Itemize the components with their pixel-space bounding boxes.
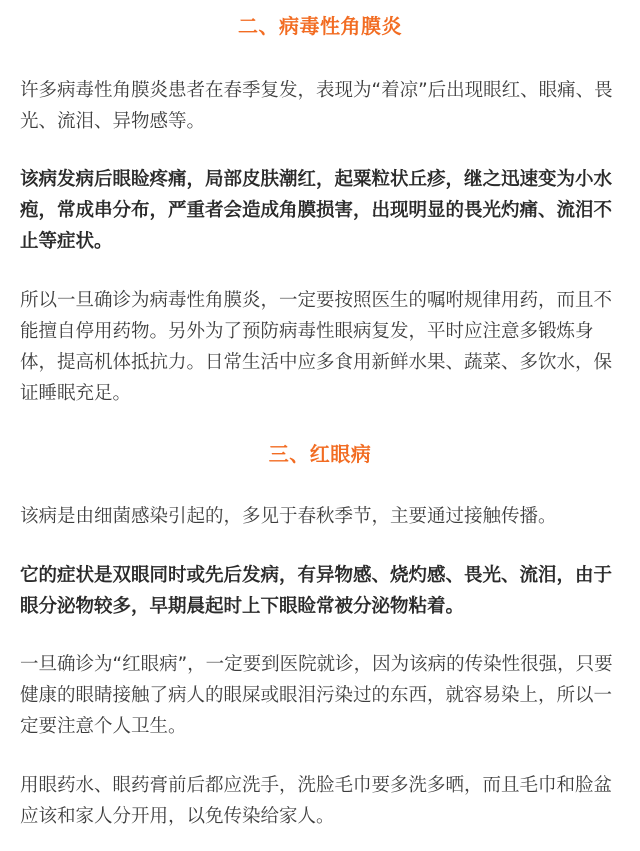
- section-heading-pink-eye: 三、红眼病: [268, 442, 372, 466]
- paragraph-viral-keratitis-treatment: 所以一旦确诊为病毒性角膜炎，一定要按照医生的嘱咐规律用药，而且不能擅自停用药物。另外为了预防病毒性眼病复发，平时应注意多锻炼身体，提高机体抵抗力。日常生活中应多食用新鲜水果、蔬菜、多饮水，保证睡眠充足。: [20, 290, 613, 404]
- paragraph-viral-keratitis-symptoms: 该病发病后眼睑疼痛，局部皮肤潮红，起粟粒状丘疹，继之迅速变为小水疱，常成串分布，严重者会造成角膜损害，出现明显的畏光灼痛、流泪不止等症状。: [20, 169, 613, 252]
- paragraph-pink-eye-treatment: 一旦确诊为“红眼病”，一定要到医院就诊，因为该病的传染性很强，只要健康的眼睛接触了病人的眼屎或眼泪污染过的东西，就容易染上，所以一定要注意个人卫生。: [20, 654, 613, 737]
- paragraph-pink-eye-symptoms: 它的症状是双眼同时或先后发病，有异物感、烧灼感、畏光、流泪，由于眼分泌物较多，早期晨起时上下眼睑常被分泌物粘着。: [20, 565, 613, 617]
- paragraph-pink-eye-hygiene: 用眼药水、眼药膏前后都应洗手，洗脸毛巾要多洗多晒，而且毛巾和脸盆应该和家人分开用，以免传染给家人。: [20, 775, 613, 827]
- paragraph-viral-keratitis-intro: 许多病毒性角膜炎患者在春季复发，表现为“着凉”后出现眼红、眼痛、畏光、流泪、异物感等。: [20, 80, 613, 132]
- paragraph-pink-eye-intro: 该病是由细菌感染引起的，多见于春秋季节，主要通过接触传播。: [20, 506, 557, 527]
- section-heading-viral-keratitis: 二、病毒性角膜炎: [238, 14, 402, 38]
